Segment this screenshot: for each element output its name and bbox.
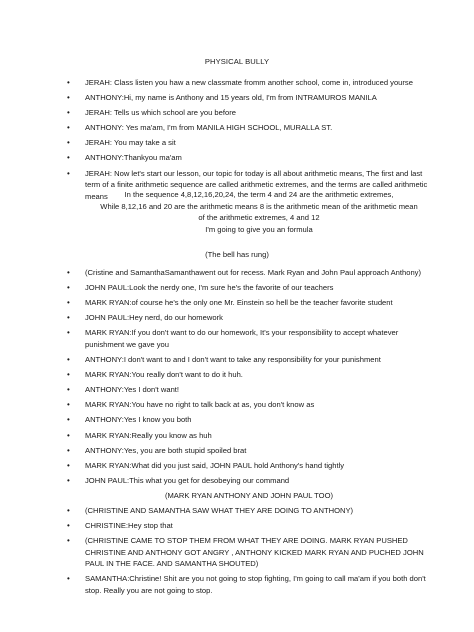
dialogue-line: ANTHONY:I don't want to and I don't want to take any responsibility for your punishment bbox=[85, 355, 381, 365]
dialogue-line: CHRISTINE:Hey stop that bbox=[85, 521, 173, 531]
list-item bbox=[65, 77, 433, 89]
list-item bbox=[65, 267, 433, 279]
dialogue-line: SAMANTHA:Christine! Shit are you not going to stop fighting, I'm going to call ma'am if you both don't stop. Really you are not going to stop. bbox=[85, 574, 426, 596]
dialogue-list-2 bbox=[65, 267, 433, 600]
bullet-icon: • bbox=[67, 475, 70, 485]
bullet-icon: • bbox=[67, 460, 70, 470]
bullet-icon: • bbox=[67, 78, 70, 87]
dialogue-line: ANTHONY:Yes I don't want! bbox=[85, 385, 180, 395]
dialogue-line: JOHN PAUL:Hey nerd, do our homework bbox=[85, 313, 223, 323]
dialogue-line: JERAH: Now let's start our lesson, our topic for today is all about arithmetic means, The first and last term of a finite arithmetic sequence are called arithmetic extremes, and the terms are called arithmetic means bbox=[85, 168, 428, 201]
list-item bbox=[65, 430, 433, 442]
dialogue-line: JERAH: Tells us which school are you before bbox=[85, 108, 236, 118]
dialogue-line: ANTHONY:Thankyou ma'am bbox=[85, 153, 182, 163]
dialogue-list-1 bbox=[65, 77, 433, 206]
stage-direction: (MARK RYAN ANTHONY AND JOHN PAUL TOO) bbox=[164, 490, 334, 500]
bell-note: (The bell has rung) bbox=[205, 250, 269, 259]
list-item bbox=[65, 505, 433, 517]
lesson-line: In the sequence 4,8,12,16,20,24, the term 4 and 24 are the arithmetic extremes, bbox=[124, 190, 394, 199]
bullet-icon: • bbox=[67, 328, 70, 338]
bullet-icon: • bbox=[67, 168, 70, 178]
dialogue-line: JERAH: You may take a sit bbox=[85, 138, 176, 148]
lesson-line: of the arithmetic extremes, 4 and 12 bbox=[198, 213, 320, 223]
bullet-icon: • bbox=[67, 138, 70, 148]
bullet-icon: • bbox=[67, 283, 70, 293]
list-item bbox=[65, 327, 433, 350]
bullet-icon: • bbox=[67, 313, 70, 323]
dialogue-line: MARK RYAN:You have no right to talk back at as, you don't know as bbox=[85, 400, 315, 410]
list-item bbox=[65, 460, 433, 472]
dialogue-line: ANTHONY:Yes, you are both stupid spoiled brat bbox=[85, 445, 247, 455]
bullet-icon: • bbox=[67, 415, 70, 425]
dialogue-line: MARK RYAN:What did you just said, JOHN PAUL hold Anthony's hand tightly bbox=[85, 460, 345, 470]
list-item bbox=[65, 399, 433, 411]
bullet-icon: • bbox=[67, 574, 70, 584]
dialogue-line: ANTHONY: Yes ma'am, I'm from MANILA HIGH SCHOOL, MURALLA ST. bbox=[85, 123, 333, 133]
bullet-icon: • bbox=[67, 385, 70, 395]
list-item bbox=[65, 535, 433, 570]
dialogue-line: JERAH: Class listen you haw a new classmate fromm another school, come in, introduced yourse bbox=[85, 78, 413, 87]
bullet-icon: • bbox=[67, 108, 70, 118]
list-item bbox=[65, 297, 433, 309]
list-item bbox=[65, 369, 433, 381]
dialogue-line: ANTHONY:Yes I know you both bbox=[85, 415, 192, 425]
list-item bbox=[65, 92, 433, 104]
bullet-icon: • bbox=[67, 536, 70, 546]
dialogue-line: MARK RYAN:You really don't want to do it huh. bbox=[85, 370, 243, 380]
dialogue-line: MARK RYAN:If you don't want to do our homework, It's your responsibility to accept whatever punishment we gave you bbox=[85, 328, 399, 349]
list-item bbox=[65, 122, 433, 134]
bullet-icon: • bbox=[67, 268, 70, 277]
lesson-example-block bbox=[85, 189, 433, 235]
bullet-icon: • bbox=[67, 355, 70, 365]
bullet-icon: • bbox=[67, 93, 70, 103]
dialogue-line: (CHRISTINE CAME TO STOP THEM FROM WHAT THEY ARE DOING. MARK RYAN PUSHED CHRISTINE AND ANTHONY GOT ANGRY , ANTHONY KICKED MARK RYAN AND PUCHED JOHN PAUL IN THE FACE. AND SAMANTHA SHOUTED) bbox=[85, 536, 424, 569]
list-item bbox=[65, 414, 433, 426]
bullet-icon: • bbox=[67, 400, 70, 410]
bullet-icon: • bbox=[67, 370, 70, 380]
list-item bbox=[65, 445, 433, 457]
dialogue-line: JOHN PAUL:Look the nerdy one, I'm sure he's the favorite of our teachers bbox=[85, 283, 334, 293]
list-item bbox=[65, 354, 433, 366]
bullet-icon: • bbox=[67, 521, 70, 531]
list-item bbox=[65, 107, 433, 119]
dialogue-line: MARK RYAN:Really you know as huh bbox=[85, 430, 212, 440]
lesson-line: I'm going to give you an formula bbox=[205, 224, 313, 234]
bullet-icon: • bbox=[67, 506, 70, 515]
bullet-icon: • bbox=[67, 298, 70, 308]
list-item bbox=[65, 312, 433, 324]
document-title: PHYSICAL BULLY bbox=[204, 57, 270, 66]
list-item bbox=[65, 475, 433, 487]
list-item bbox=[65, 573, 433, 596]
list-item bbox=[65, 152, 433, 164]
list-item bbox=[65, 137, 433, 149]
dialogue-line: MARK RYAN:of course he's the only one Mr. Einstein so hell be the teacher favorite student bbox=[85, 298, 393, 308]
list-item bbox=[65, 282, 433, 294]
bullet-icon: • bbox=[67, 445, 70, 455]
dialogue-line: (CHRISTINE AND SAMANTHA SAW WHAT THEY ARE DOING TO ANTHONY) bbox=[85, 506, 354, 515]
list-item bbox=[65, 384, 433, 396]
list-item bbox=[65, 520, 433, 532]
bullet-icon: • bbox=[67, 123, 70, 133]
dialogue-line: ANTHONY:Hi, my name is Anthony and 15 years old, I'm from INTRAMUROS MANILA bbox=[85, 93, 377, 103]
lesson-line: While 8,12,16 and 20 are the arithmetic means 8 is the arithmetic mean of the arithmetic mean bbox=[100, 201, 418, 211]
bullet-icon: • bbox=[67, 153, 70, 163]
dialogue-line: JOHN PAUL:This what you get for desobeying our command bbox=[85, 475, 290, 485]
dialogue-line: (Cristine and SamanthaSamanthawent out for recess. Mark Ryan and John Paul approach Anthony) bbox=[85, 268, 422, 277]
bullet-icon: • bbox=[67, 430, 70, 440]
